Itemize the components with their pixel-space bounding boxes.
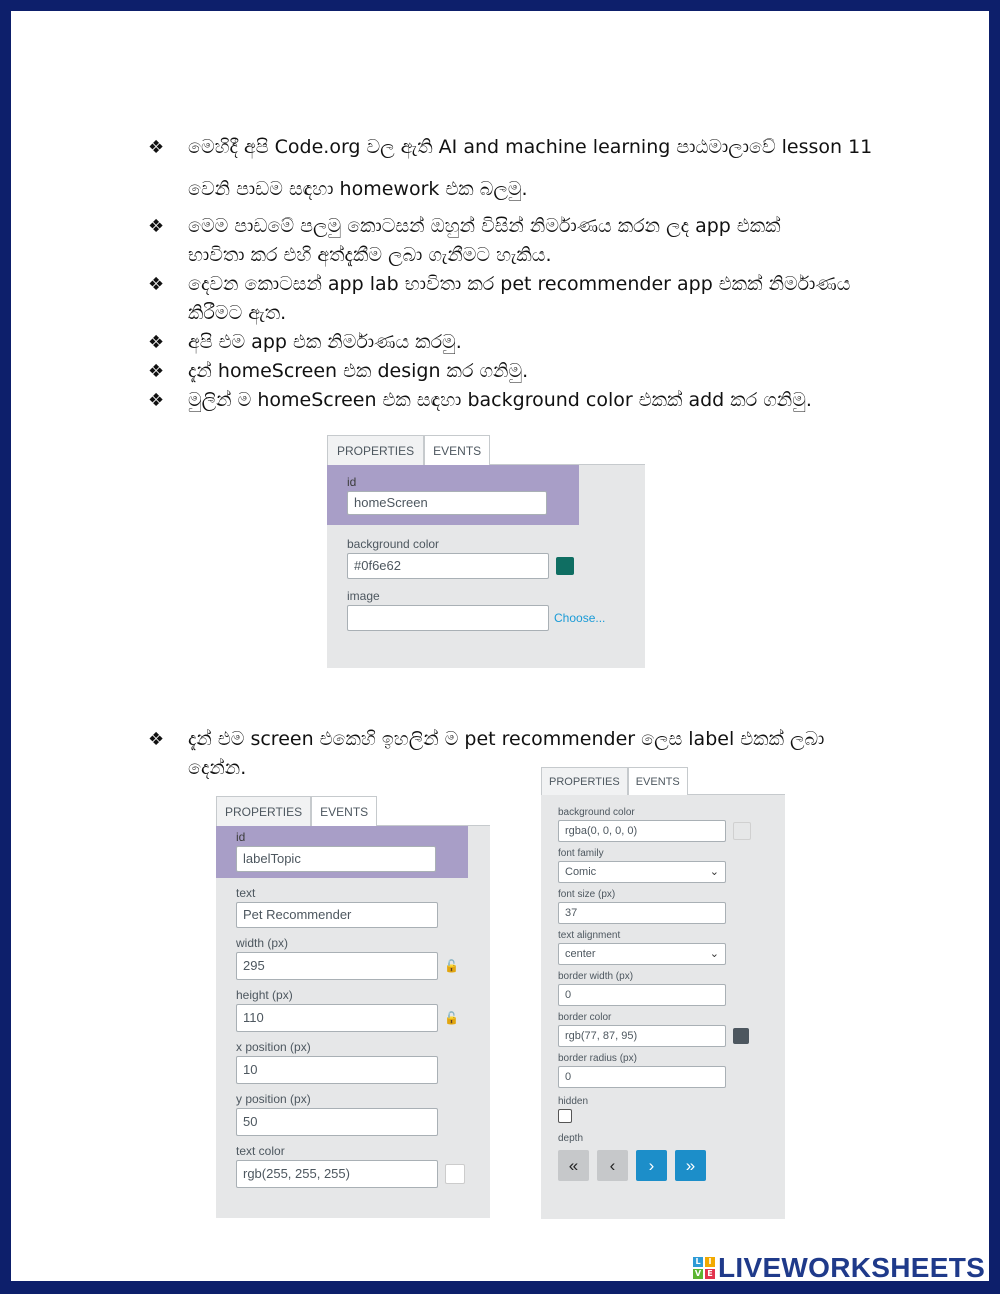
bullet-text: දැන් එම screen එකෙහි ඉහලින් ම pet recommender ලෙස label එකක් ලබා (188, 728, 825, 750)
bullet-text: දැන් homeScreen එක design කර ගනිමු. (188, 360, 529, 382)
depth-controls (558, 1150, 768, 1181)
font-family-value: Comic (565, 866, 597, 878)
bullet-text: භාවිතා කර එහි අත්දැකීම ලබා ගැනීමට හැකිය. (188, 244, 552, 266)
bullet-item (148, 328, 908, 357)
bullet-text: මෙහිදී අපි Code.org වල ඇති AI and machine learning පාඨමාලාවේ lesson 11 (188, 136, 873, 158)
bullet-text: මුලින් ම homeScreen එක සඳහා background color එකක් add කර ගනිමු. (188, 389, 812, 411)
diamond-bullet-icon: ❖ (148, 274, 165, 295)
width-input[interactable]: 295 (236, 952, 438, 980)
homescreen-properties-panel (327, 435, 645, 668)
diamond-bullet-icon: ❖ (148, 332, 165, 353)
diamond-bullet-icon: ❖ (148, 216, 165, 237)
instruction-list (148, 133, 908, 415)
bullet-item (148, 357, 908, 386)
bullet-item (148, 270, 908, 328)
bullet-text: වෙනි පාඩම සඳහා homework එක බලමු. (188, 178, 528, 200)
label-properties-panel (216, 796, 490, 1218)
choose-image-link[interactable]: Choose... (554, 611, 606, 625)
font-family-select[interactable] (558, 861, 726, 883)
tab-events[interactable]: EVENTS (628, 767, 688, 795)
panel-tabs (216, 796, 490, 826)
id-label: id (347, 475, 357, 489)
background-color-label: background color (558, 807, 635, 818)
color-swatch[interactable] (733, 1028, 749, 1044)
panel-tabs (541, 767, 785, 795)
chevron-down-icon: ⌄ (709, 948, 719, 960)
color-swatch[interactable] (733, 822, 751, 840)
id-input[interactable]: labelTopic (236, 846, 436, 872)
border-color-label: border color (558, 1012, 612, 1023)
font-size-input[interactable]: 37 (558, 902, 726, 924)
text-label: text (236, 886, 256, 900)
label-style-panel (541, 767, 785, 1219)
color-swatch[interactable] (556, 557, 574, 575)
logo-letter: V (694, 1269, 702, 1278)
bullet-item (148, 212, 908, 270)
diamond-bullet-icon: ❖ (148, 729, 165, 750)
border-color-input[interactable]: rgb(77, 87, 95) (558, 1025, 726, 1047)
height-input[interactable]: 110 (236, 1004, 438, 1032)
text-input[interactable]: Pet Recommender (236, 902, 438, 928)
border-width-label: border width (px) (558, 971, 634, 982)
diamond-bullet-icon: ❖ (148, 137, 165, 158)
bullet-item (148, 386, 908, 415)
text-color-label: text color (236, 1144, 285, 1158)
bullet-text: මෙම පාඩමේ පලමු කොටසන් ඔහුන් විසින් නිර්මාණය කරන ලද app එකක් (188, 215, 781, 237)
color-swatch[interactable] (445, 1164, 465, 1184)
worksheet-page (11, 11, 989, 1281)
logo-mark-icon (693, 1257, 715, 1279)
bullet-text: දෙවන කොටසන් app lab භාවිතා කර pet recommender app එකක් නිර්මාණය (188, 273, 851, 295)
diamond-bullet-icon: ❖ (148, 361, 165, 382)
text-alignment-select[interactable] (558, 943, 726, 965)
text-alignment-label: text alignment (558, 930, 621, 941)
logo-letter: E (705, 1269, 715, 1279)
bring-forward-button[interactable]: › (636, 1150, 667, 1181)
tab-events[interactable]: EVENTS (424, 435, 490, 465)
background-color-input[interactable]: #0f6e62 (347, 553, 549, 579)
logo-letter: L (693, 1257, 703, 1267)
image-input[interactable] (347, 605, 549, 631)
send-to-back-button[interactable]: « (558, 1150, 589, 1181)
chevron-down-icon: ⌄ (709, 866, 719, 878)
font-size-label: font size (px) (558, 889, 616, 900)
diamond-bullet-icon: ❖ (148, 390, 165, 411)
border-radius-label: border radius (px) (558, 1053, 637, 1064)
id-section (216, 826, 468, 878)
height-label: height (px) (236, 988, 293, 1002)
tab-properties[interactable]: PROPERTIES (327, 435, 424, 465)
border-radius-input[interactable]: 0 (558, 1066, 726, 1088)
bullet-text: කිරීමට ඇත. (188, 302, 287, 324)
id-label: id (236, 830, 246, 844)
y-position-input[interactable]: 50 (236, 1108, 438, 1136)
bullet-text: අපි එම app එක නිර්මාණය කරමු. (188, 331, 462, 353)
text-alignment-value: center (565, 948, 596, 960)
bring-to-front-button[interactable]: » (675, 1150, 706, 1181)
send-backward-button[interactable]: ‹ (597, 1150, 628, 1181)
x-position-label: x position (px) (236, 1040, 311, 1054)
bullet-item (148, 725, 908, 783)
id-section (327, 465, 579, 525)
liveworksheets-logo (693, 1253, 985, 1283)
width-label: width (px) (236, 936, 289, 950)
background-color-input[interactable]: rgba(0, 0, 0, 0) (558, 820, 726, 842)
hidden-label: hidden (558, 1096, 589, 1107)
hidden-checkbox[interactable] (558, 1109, 572, 1123)
y-position-label: y position (px) (236, 1092, 311, 1106)
bullet-item (148, 133, 908, 204)
id-input[interactable]: homeScreen (347, 491, 547, 515)
tab-properties[interactable]: PROPERTIES (216, 796, 311, 826)
text-color-input[interactable]: rgb(255, 255, 255) (236, 1160, 438, 1188)
tab-events[interactable]: EVENTS (311, 796, 377, 826)
background-color-label: background color (347, 537, 440, 551)
panel-tabs (327, 435, 645, 465)
font-family-label: font family (558, 848, 604, 859)
depth-label: depth (558, 1133, 584, 1144)
logo-text: LIVEWORKSHEETS (718, 1252, 986, 1283)
image-label: image (347, 589, 380, 603)
logo-letter: I (705, 1257, 715, 1267)
lock-icon[interactable]: 🔓 (444, 959, 459, 973)
x-position-input[interactable]: 10 (236, 1056, 438, 1084)
instruction-list-2 (148, 725, 908, 783)
tab-properties[interactable]: PROPERTIES (541, 767, 628, 795)
border-width-input[interactable]: 0 (558, 984, 726, 1006)
lock-icon[interactable]: 🔓 (444, 1011, 459, 1025)
bullet-text: දෙන්න. (188, 757, 247, 779)
